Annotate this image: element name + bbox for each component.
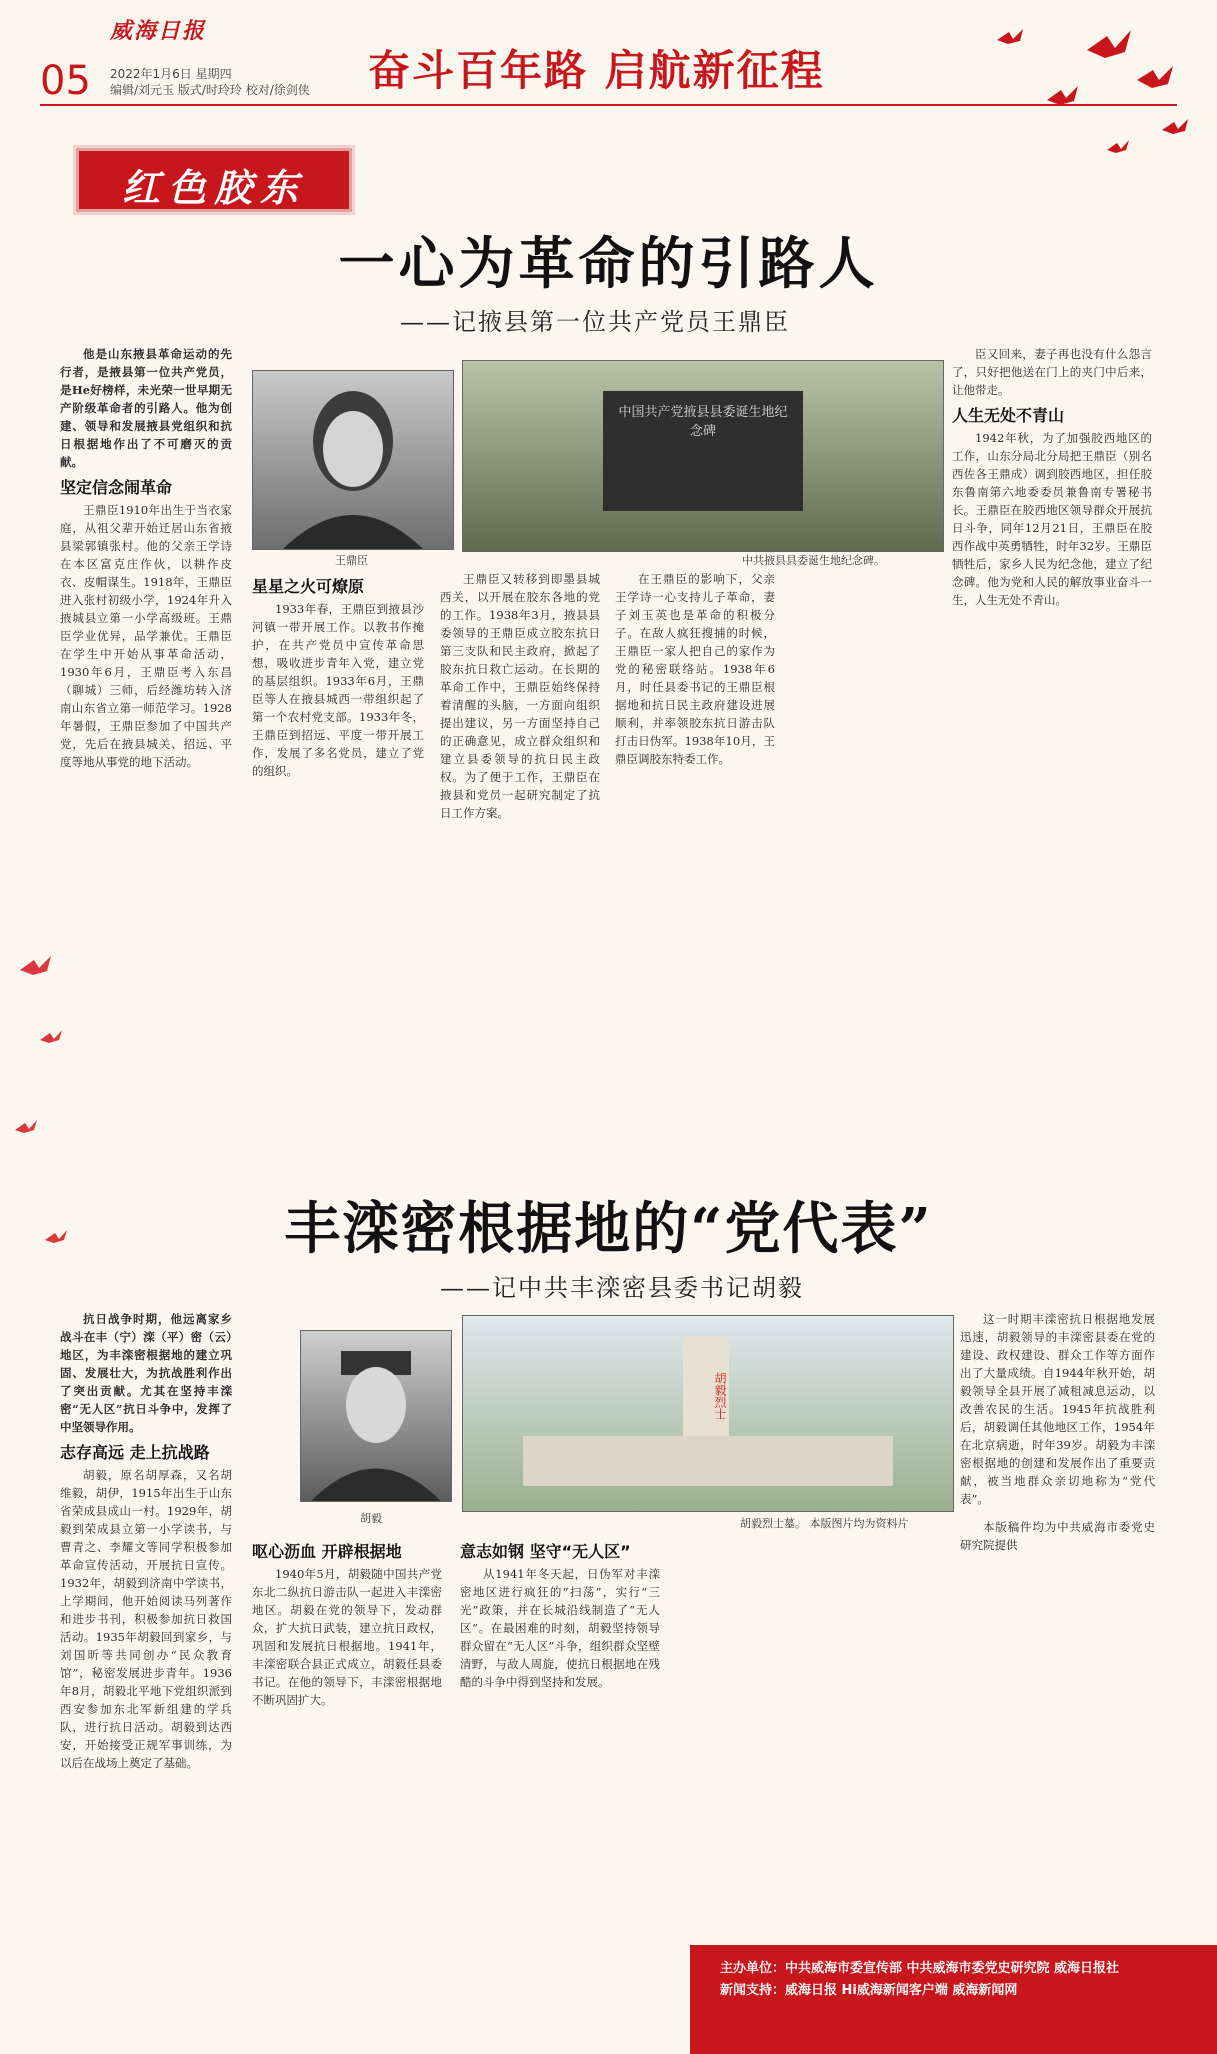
footer-credits — [720, 1958, 1119, 2002]
article1-column-5 — [952, 345, 1152, 1145]
portrait-photo — [252, 370, 454, 550]
article1-column-2 — [252, 570, 424, 1145]
article1-section1-heading: 坚定信念闹革命 — [60, 478, 173, 497]
article2-column-4 — [960, 1310, 1155, 1930]
section-title: 奋斗百年路 启航新征程 — [368, 46, 825, 95]
article2-section1-heading: 志存高远 走上抗战路 — [60, 1443, 210, 1462]
article1-title: 一心为革命的引路人 — [338, 231, 879, 297]
article2-section3-heading: 意志如钢 坚守“无人区” — [460, 1542, 631, 1561]
portrait-photo — [300, 1330, 452, 1502]
article1-column-1 — [60, 345, 232, 1145]
tomb-inscription: 胡毅烈士 — [683, 1336, 729, 1456]
footer-media-support: 新闻支持：威海日报 Hi威海新闻客户端 威海新闻网 — [720, 1983, 1018, 1998]
portrait-figure-icon — [301, 1331, 451, 1501]
newspaper-logo: 威海日报 — [110, 18, 207, 44]
article1-intro: 他是山东掖县革命运动的先行者，是掖县第一位共产党员，是He好榜样，未光荣一世早期无产阶级革命者的引路人。他为创建、领导和发展掖县党组织和抗日根据地作出了不可磨灭的贡献。 — [60, 347, 232, 469]
article2-subtitle: ——记中共丰滦密县委书记胡毅 — [440, 1274, 804, 1302]
article1-section3-text: 1942年秋，为了加强胶西地区的工作，山东分局北分局把王鼎臣（别名西佐各王鼎成）调到胶西地区，担任胶东鲁南第六地委委员兼鲁南专署秘书长。王鼎臣在胶西地区领导群众开展抗日斗争，同年12月21日，王鼎臣在胶西作战中英勇牺牲，时年32岁。王鼎臣牺牲后，家乡人民为纪念他，建立了纪念碑。他为党和人民的解放事业奋斗一生，人生无处不青山。 — [952, 431, 1152, 607]
article1-column-4 — [615, 570, 775, 1145]
article2-note: 本版稿件均为中共威海市委党史研究院提供 — [960, 1520, 1155, 1552]
article1-section2-text: 1933年春，王鼎臣到掖县沙河镇一带开展工作。以教书作掩护，在共产党员中宣传革命思想，吸收进步青年入党，建立党的基层组织。1933年6月，王鼎臣等人在掖县城西一带组织起了第一个农村党支部。1933年冬，王鼎臣到招远、平度一带开展工作，发展了多名党员，建立了党的组织。 — [252, 602, 424, 778]
issue-meta — [110, 66, 310, 98]
article1-section2-heading: 星星之火可燎原 — [252, 577, 365, 596]
article2-title: 丰滦密根据地的“党代表” — [284, 1196, 933, 1262]
tomb-base — [523, 1436, 893, 1486]
article1-section1-text: 王鼎臣1910年出生于当衣家庭，从祖父辈开始迁居山东省掖县梁郭镇张村。他的父亲王学诗在本区富克庄作伙，以耕作皮衣、皮帽谋生。1918年，王鼎臣进入张村初级小学，1924年升入掖城县立第一小学高级班。王鼎臣学业优异，品学兼优。王鼎臣在学生中开始从事革命活动，1930年6月，王鼎臣考入东昌（聊城）三师，后经潍坊转入济南山东省立第一师范学习。1928年暑假，王鼎臣参加了中国共产党，先后在掖县城关、招远、平度等地从事党的地下活动。 — [60, 503, 232, 769]
article1-column3-text: 王鼎臣又转移到即墨县城西关，以开展在胶东各地的党的工作。1938年3月，掖县县委领导的王鼎臣成立胶东抗日第三支队和民主政府，掀起了胶东抗日救亡运动。在长期的革命工作中，王鼎臣始终保持着清醒的头脑，一方面向组织提出建议，另一方面坚持自己的正确意见，成立群众组织和建立县委领导的抗日民主政权。为了便于工作，王鼎臣在掖县和党员一起研究制定了抗日工作方案。 — [440, 572, 600, 820]
page-number: 05 — [40, 58, 91, 104]
banner-label: 红色胶东 — [121, 165, 306, 210]
article1-column4-text: 在王鼎臣的影响下，父亲王学诗一心支持儿子革命，妻子刘玉英也是革命的积极分子。在敌人疯狂搜捕的时候，王鼎臣一家人把自己的家作为党的秘密联络站。1938年6月，时任县委书记的王鼎臣根据地和抗日民主政府建设进展顺利，并率领胶东抗日游击队打击日伪军。1938年10月，王鼎臣调胶东特委工作。 — [615, 572, 775, 766]
birds-decoration-icon — [937, 10, 1197, 190]
portrait-figure-icon — [253, 371, 453, 549]
photo-caption: 中共掖县县委诞生地纪念碑。 — [742, 554, 885, 567]
photo-caption: 胡毅烈士墓。 本版图片均为资料片 — [740, 1517, 909, 1530]
article2-section2-heading: 呕心沥血 开辟根据地 — [252, 1542, 402, 1561]
photo-caption: 王鼎臣 — [335, 554, 368, 567]
article1-subtitle: ——记掖县第一位共产党员王鼎臣 — [400, 308, 790, 336]
article2-right-text: 这一时期丰滦密抗日根据地发展迅速，胡毅领导的丰滦密县委在党的建设、政权建设、群众工作等方面作出了大量成绩。自1944年秋开始，胡毅领导全县开展了减租减息运动，以改善农民的生活。1945年抗战胜利后，胡毅调任其他地区工作，1954年在北京病逝，时年39岁。胡毅为丰滦密根据地的创建和发展作出了重要贡献，被当地群众亲切地称为“党代表”。 — [960, 1312, 1155, 1506]
footer-sponsors: 主办单位：中共威海市委宣传部 中共威海市委党史研究院 威海日报社 — [720, 1961, 1120, 1976]
article1-column-3 — [440, 570, 600, 1145]
article2-section3-text: 从1941年冬天起，日伪军对丰滦密地区进行疯狂的“扫荡”，实行“三光”政策，并在长城沿线制造了“无人区”。在最困难的时刻，胡毅坚持领导群众留在“无人区”斗争，组织群众坚壁清野，与敌人周旋，使抗日根据地在残酷的斗争中得到坚持和发展。 — [460, 1567, 660, 1689]
column-banner — [76, 148, 352, 212]
article2-section2-text: 1940年5月，胡毅随中国共产党东北二纵抗日游击队一起进入丰滦密地区。胡毅在党的领导下，发动群众，扩大抗日武装，建立抗日政权，巩固和发展抗日根据地。1941年，丰滦密联合县正式成立，胡毅任县委书记。在他的领导下，丰滦密根据地不断巩固扩大。 — [252, 1567, 442, 1707]
tomb-photo — [462, 1315, 954, 1512]
article1-column5-text: 臣又回来，妻子再也没有什么怨言了，只好把他送在门上的夹门中后来，让他带走。 — [952, 347, 1152, 397]
monument-photo — [462, 360, 944, 552]
article1-section3-heading: 人生无处不青山 — [952, 406, 1065, 425]
article2-column-2 — [252, 1535, 442, 1935]
issue-date: 2022年1月6日 星期四 — [110, 67, 232, 81]
article2-column-3 — [460, 1535, 660, 1935]
article2-column-1 — [60, 1310, 232, 1940]
photo-caption: 胡毅 — [360, 1512, 382, 1525]
article2-section1-text: 胡毅，原名胡厚森，又名胡维毅，胡伊，1915年出生于山东省荣成县成山一村。1929年，胡毅到荣成县立第一小学读书，与曹青之、李耀文等同学积极参加革命宣传活动，开展抗日宣传。1932年，胡毅到济南中学读书，上学期间，他开始阅读马列著作和进步书刊，积极参加抗日救国活动。1935年胡毅回到家乡，与刘国昕等共同创办“民众教育馆”，秘密发展进步青年。1936年8月，胡毅北平地下党组织派到西安参加东北军新组建的学兵队，进行抗日活动。胡毅到达西安，开始接受正规军事训练，为以后在战场上奠定了基础。 — [60, 1468, 232, 1770]
monument-inscription: 中国共产党掖县县委诞生地纪念碑 — [603, 391, 803, 511]
issue-editors: 编辑/刘元玉 版式/时玲玲 校对/徐剑侠 — [110, 83, 310, 97]
article2-intro: 抗日战争时期，他远离家乡战斗在丰（宁）滦（平）密（云）地区，为丰滦密根据地的建立巩固、发展壮大，为抗战胜利作出了突出贡献。尤其在坚持丰滦密“无人区”抗日斗争中，发挥了中坚领导作用。 — [60, 1312, 232, 1434]
